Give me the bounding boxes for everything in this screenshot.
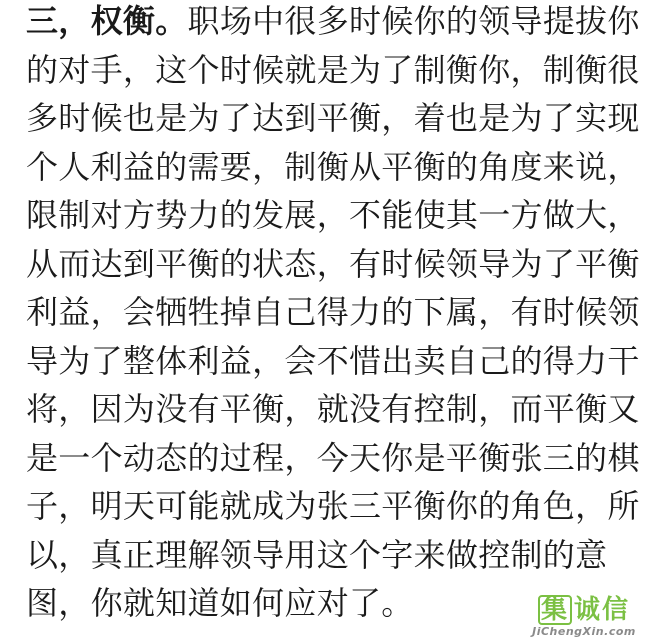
section-heading: 三，权衡。 [26, 2, 188, 40]
paragraph-line-3: 多时候也是为了达到平衡，着也是为了实现 [26, 99, 640, 137]
paragraph-line-10: 是一个动态的过程，今天你是平衡张三的棋 [26, 438, 640, 477]
article-body [26, 0, 640, 628]
watermark-logo-box: 集 [538, 595, 572, 625]
text-line: 职场中很多时候你的领导提拔你 [187, 2, 640, 40]
paragraph-line-2: 的对手，这个时候就是为了制衡你，制衡很 [26, 50, 640, 89]
paragraph-line-11: 子，明天可能就成为张三平衡你的角色，所 [26, 487, 640, 525]
watermark-logo [524, 595, 644, 625]
paragraph-line-13: 图，你就知道如何应对了。 [26, 584, 414, 622]
paragraph-line-12: 以，真正理解领导用这个字来做控制的意 [26, 535, 608, 574]
paragraph-line-1 [26, 0, 640, 46]
paragraph-line-4: 个人利益的需要，制衡从平衡的角度来说， [26, 147, 640, 186]
paragraph-line-7: 利益，会牺牲掉自己得力的下属，有时候领 [26, 293, 640, 331]
paragraph-line-5: 限制对方势力的发展，不能使其一方做大， [26, 196, 640, 234]
paragraph-line-8: 导为了整体利益，会不惜出卖自己的得力干 [26, 341, 640, 380]
watermark-url: JiChengXin.com [532, 625, 636, 638]
watermark-logo-text: 诚信 [574, 595, 631, 625]
paragraph-line-6: 从而达到平衡的状态，有时候领导为了平衡 [26, 244, 640, 283]
paragraph-line-9: 将，因为没有平衡，就没有控制，而平衡又 [26, 390, 640, 428]
watermark [524, 595, 644, 641]
